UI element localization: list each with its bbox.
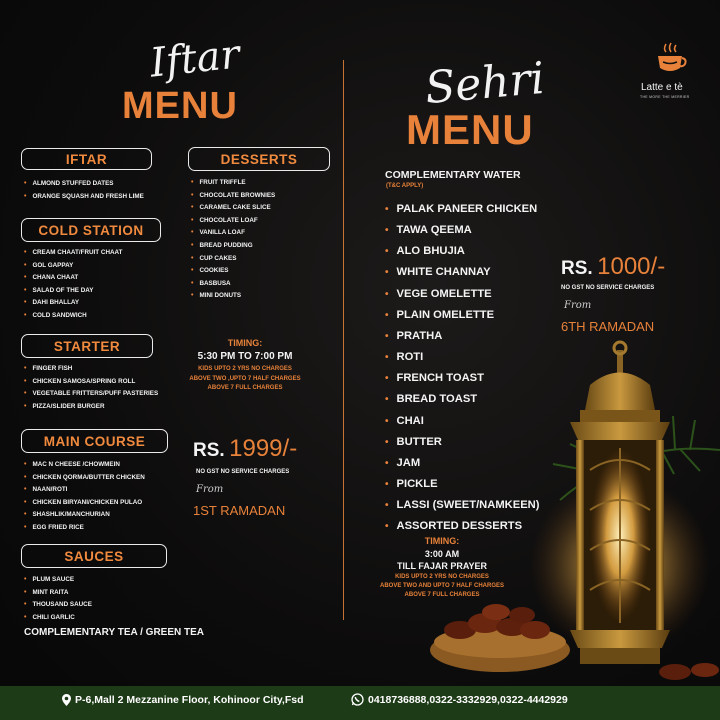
sehri-title-menu: MENU (406, 106, 534, 153)
sehri-price (561, 253, 665, 281)
list-item: • PLUM SAUCE (24, 574, 92, 587)
list-item: • ASSORTED DESSERTS (385, 516, 539, 537)
list-item: • JAM (385, 453, 539, 474)
list-item: • ALO BHUJIA (385, 241, 539, 262)
list-item: • NAAN/ROTI (24, 484, 145, 497)
from-value: 1ST RAMADAN (193, 503, 286, 518)
iftar-list (24, 178, 144, 203)
list-item: • ALMOND STUFFED DATES (24, 178, 144, 191)
timing-value: TILL FAJAR PRAYER (396, 561, 488, 571)
list-item: • CHICKEN SAMOSA/SPRING ROLL (24, 376, 158, 389)
charge-line: ABOVE TWO ,UPTO 7 HALF CHARGES (189, 375, 301, 382)
starter-heading: STARTER (21, 334, 153, 358)
list-item: • THOUSAND SAUCE (24, 599, 92, 612)
list-item: • GOL GAPPAY (24, 260, 122, 273)
list-item: • BUTTER (385, 432, 539, 453)
list-item: • CHICKEN BIRYANI/CHICKEN PULAO (24, 497, 145, 510)
list-item: • FINGER FISH (24, 363, 158, 376)
list-item: • TAWA QEEMA (385, 220, 539, 241)
sehri-timing (362, 536, 522, 600)
list-item: • COLD SANDWICH (24, 310, 122, 323)
list-item: • BREAD TOAST (385, 389, 539, 410)
location-pin-icon (62, 694, 71, 706)
list-item: • CHOCOLATE LOAF (191, 215, 275, 228)
coffee-cup-icon (654, 42, 688, 76)
price-value: 1999/- (229, 435, 298, 462)
footer-phones: 0418736888,0322-3332929,0322-4442929 (368, 694, 568, 706)
list-item: • PALAK PANEER CHICKEN (385, 199, 539, 220)
list-item: • CHAI (385, 411, 539, 432)
from-label: From (196, 484, 224, 495)
list-item: • SHASHLIK/MANCHURIAN (24, 509, 145, 522)
list-item: • CHANA CHAAT (24, 272, 122, 285)
list-item: • CARAMEL CAKE SLICE (191, 202, 275, 215)
list-item: • FRENCH TOAST (385, 368, 539, 389)
iftar-heading: IFTAR (21, 148, 152, 170)
from-label: From (564, 300, 592, 311)
charge-line: KIDS UPTO 2 YRS NO CHARGES (198, 366, 292, 372)
list-item: • BREAD PUDDING (191, 240, 275, 253)
list-item: • PRATHA (385, 326, 539, 347)
list-item: • VEGE OMELETTE (385, 284, 539, 305)
list-item: • PICKLE (385, 474, 539, 495)
iftar-title-script: Iftar (147, 31, 242, 87)
list-item: • MINI DONUTS (191, 290, 275, 303)
list-item: • ROTI (385, 347, 539, 368)
sehri-list (385, 199, 539, 538)
list-item: • VANILLA LOAF (191, 227, 275, 240)
sehri-title-script: Sehri (423, 52, 547, 115)
column-divider (343, 60, 344, 620)
charge-line: ABOVE TWO AND UPTO 7 HALF CHARGES (379, 583, 504, 589)
list-item: • VEGETABLE FRITTERS/PUFF PASTERIES (24, 388, 158, 401)
list-item: • MAC N CHEESE /CHOWMEIN (24, 459, 145, 472)
sauces-list (24, 574, 92, 624)
brand-name: Latte e tè (641, 82, 683, 93)
water-note: COMPLEMENTARY WATER (385, 169, 521, 181)
list-item: • PIZZA/SLIDER BURGER (24, 401, 158, 414)
footer-address: P-6,Mall 2 Mezzanine Floor, Kohinoor City,Fsd (75, 694, 304, 706)
iftar-price (193, 435, 297, 463)
price-prefix: RS. (561, 258, 593, 279)
timing-label: TIMING: (424, 536, 460, 546)
list-item: • CHICKEN QORMA/BUTTER CHICKEN (24, 472, 145, 485)
desserts-heading: DESSERTS (188, 147, 330, 171)
list-item: • EGG FRIED RICE (24, 522, 145, 535)
list-item: • PLAIN OMELETTE (385, 305, 539, 326)
price-prefix: RS. (193, 440, 225, 461)
tea-note: COMPLEMENTARY TEA / GREEN TEA (24, 627, 205, 638)
price-note: NO GST NO SERVICE CHARGES (561, 285, 655, 291)
iftar-timing (170, 338, 320, 394)
list-item: • BASBUSA (191, 278, 275, 291)
charge-line: ABOVE 7 FULL CHARGES (207, 385, 283, 391)
cold-station-heading: COLD STATION (21, 218, 161, 242)
whatsapp-icon (351, 693, 364, 706)
list-item: • MINT RAITA (24, 587, 92, 600)
list-item: • CUP CAKES (191, 253, 275, 266)
list-item: • SALAD OF THE DAY (24, 285, 122, 298)
desserts-list (191, 177, 275, 303)
price-note: NO GST NO SERVICE CHARGES (196, 469, 290, 475)
list-item: • LASSI (SWEET/NAMKEEN) (385, 495, 539, 516)
main-course-list (24, 459, 145, 535)
lantern-icon (530, 342, 710, 664)
list-item: • DAHI BHALLAY (24, 297, 122, 310)
list-item: • FRUIT TRIFFLE (191, 177, 275, 190)
list-item: • ORANGE SQUASH AND FRESH LIME (24, 191, 144, 204)
list-item: • CHILI GARLIC (24, 612, 92, 625)
list-item: • WHITE CHANNAY (385, 262, 539, 283)
charge-line: KIDS UPTO 2 YRS NO CHARGES (395, 574, 489, 580)
brand-tagline: THE MORE THE MERRIER (640, 95, 690, 99)
charge-line: ABOVE 7 FULL CHARGES (404, 592, 480, 598)
from-value: 6TH RAMADAN (561, 319, 655, 334)
iftar-title-menu: MENU (122, 85, 238, 127)
main-course-heading: MAIN COURSE (21, 429, 168, 453)
list-item: • CREAM CHAAT/FRUIT CHAAT (24, 247, 122, 260)
list-item: • CHOCOLATE BROWNIES (191, 190, 275, 203)
timing-time: 3:00 AM (424, 549, 460, 559)
sauces-heading: SAUCES (21, 544, 167, 568)
starter-list (24, 363, 158, 413)
cold-station-list (24, 247, 122, 323)
water-terms: (T&C APPLY) (386, 183, 424, 189)
timing-value: 5:30 PM TO 7:00 PM (197, 351, 293, 362)
timing-label: TIMING: (227, 338, 263, 348)
price-value: 1000/- (597, 253, 666, 280)
list-item: • COOKIES (191, 265, 275, 278)
